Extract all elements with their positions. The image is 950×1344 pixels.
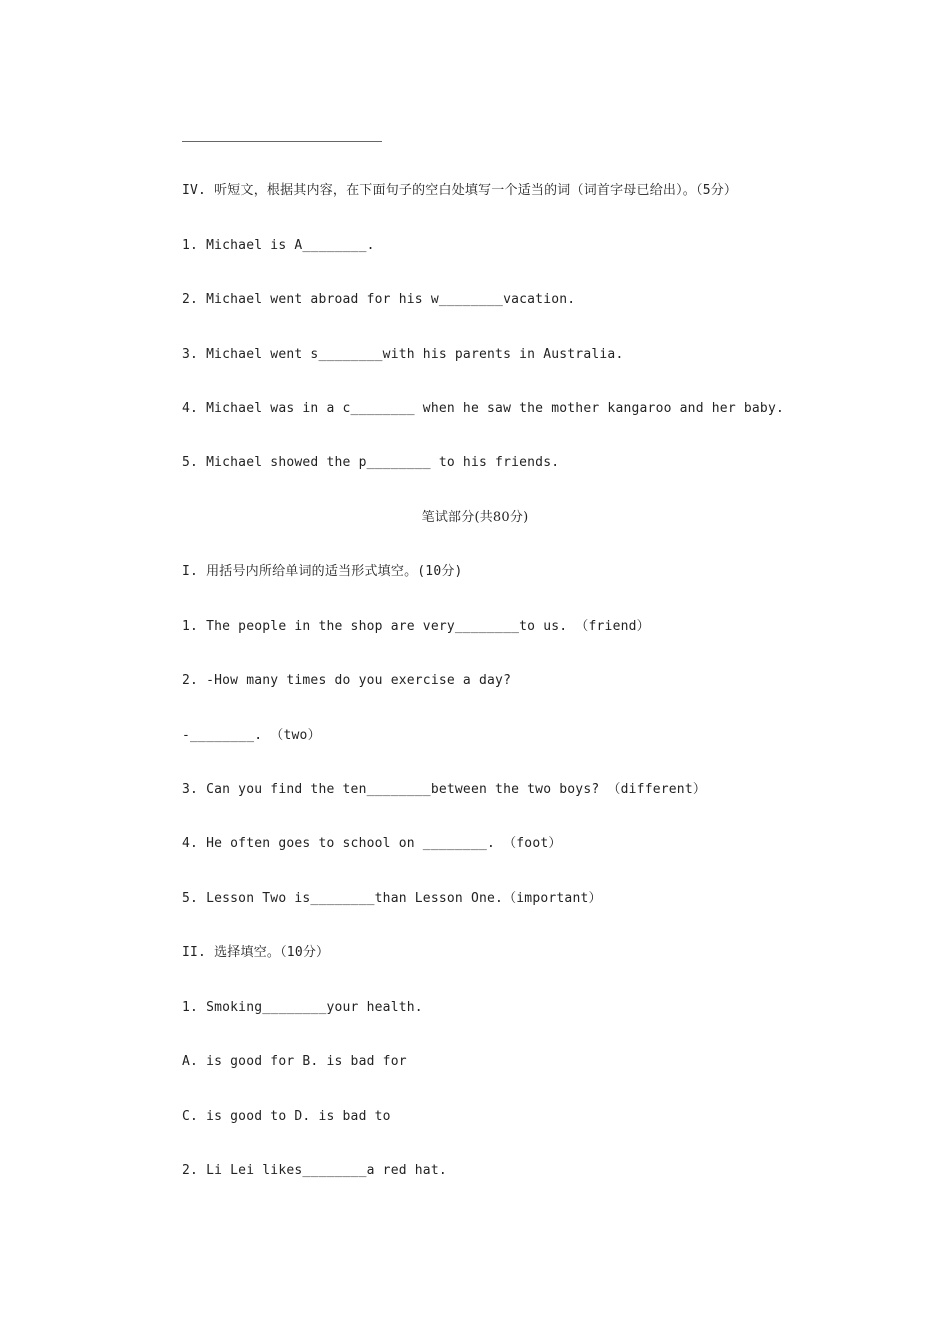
written-part-title: 笔试部分(共80分) — [421, 510, 529, 525]
listening-item-1: 1. Michael is A________. — [182, 238, 375, 253]
section-one-item-2-answer: -________. （two） — [182, 728, 321, 743]
section-two-item-1: 1. Smoking________your health. — [182, 1000, 423, 1015]
section-one-item-3: 3. Can you find the ten________between the two boys? （different） — [182, 782, 707, 797]
section-one-item-4: 4. He often goes to school on ________. （foot） — [182, 836, 562, 851]
section-two-options-cd: C. is good to D. is bad to — [182, 1109, 391, 1124]
listening-item-5: 5. Michael showed the p________ to his friends. — [182, 455, 560, 470]
section-two-heading: II. 选择填空。（10分） — [182, 945, 330, 960]
section-one-item-1: 1. The people in the shop are very________to us. （friend） — [182, 619, 650, 634]
section-one-item-2-question: 2. -How many times do you exercise a day? — [182, 673, 512, 688]
listening-section-heading: IV. 听短文，根据其内容，在下面句子的空白处填写一个适当的词（词首字母已给出）。（5分） — [182, 183, 738, 198]
section-two-item-2: 2. Li Lei likes________a red hat. — [182, 1163, 447, 1178]
top-divider-line — [182, 141, 382, 142]
listening-item-3: 3. Michael went s________with his parents in Australia. — [182, 347, 624, 362]
listening-item-4: 4. Michael was in a c________ when he saw the mother kangaroo and her baby. — [182, 401, 784, 416]
section-two-options-ab: A. is good for B. is bad for — [182, 1054, 407, 1069]
section-one-heading: I. 用括号内所给单词的适当形式填空。(10分) — [182, 564, 463, 579]
section-one-item-5: 5. Lesson Two is________than Lesson One.（important） — [182, 891, 602, 906]
listening-item-2: 2. Michael went abroad for his w________vacation. — [182, 292, 576, 307]
